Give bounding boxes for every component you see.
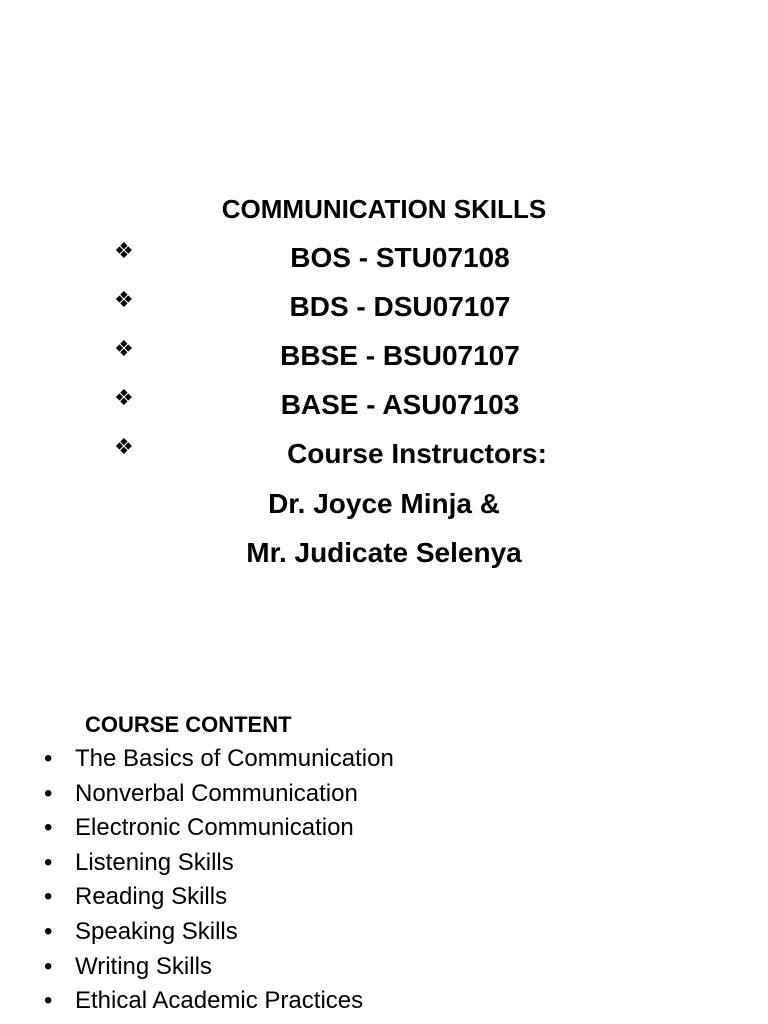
bullet-dot-icon: • (44, 745, 53, 772)
course-instructors-label: Course Instructors: (287, 438, 547, 469)
list-item-label: Ethical Academic Practices (75, 987, 364, 1015)
list-item (0, 742, 394, 777)
course-code-text: BOS - STU07108 (290, 242, 510, 273)
bullet-dot-icon: • (44, 987, 53, 1015)
list-item-label: The Basics of Communication (75, 745, 394, 772)
course-code-row (0, 238, 768, 278)
bullet-dot-icon: • (44, 779, 53, 807)
list-item (0, 915, 394, 950)
bullet-dot-icon: • (44, 952, 53, 980)
course-code-row (0, 385, 768, 425)
list-item (0, 950, 394, 985)
course-content-list (0, 742, 394, 1019)
diamond-bullet-icon: ❖ (114, 336, 134, 361)
course-instructors-row (0, 434, 768, 474)
list-item (0, 880, 394, 915)
course-code-row (0, 336, 768, 376)
list-item-label: Nonverbal Communication (75, 779, 358, 807)
bullet-dot-icon: • (44, 848, 53, 876)
document-title: COMMUNICATION SKILLS (221, 194, 547, 224)
diamond-bullet-icon: ❖ (114, 385, 134, 410)
list-item (0, 984, 394, 1019)
bullet-dot-icon: • (44, 917, 53, 945)
list-item-label: Writing Skills (75, 952, 212, 980)
diamond-bullet-icon: ❖ (114, 287, 134, 312)
list-item-label: Speaking Skills (75, 917, 238, 945)
list-item (0, 846, 394, 881)
list-item (0, 811, 394, 846)
list-item-label: Listening Skills (75, 848, 234, 876)
course-code-text: BBSE - BSU07107 (280, 340, 520, 371)
list-item-label: Reading Skills (75, 883, 228, 911)
bullet-dot-icon: • (44, 883, 53, 911)
bullet-dot-icon: • (44, 814, 53, 842)
instructor-name: Dr. Joyce Minja & (268, 488, 500, 519)
diamond-bullet-icon: ❖ (114, 238, 134, 263)
list-item (0, 777, 394, 812)
course-code-text: BASE - ASU07103 (280, 389, 520, 420)
course-code-row (0, 287, 768, 327)
list-item-label: Electronic Communication (75, 814, 354, 842)
instructor-name: Mr. Judicate Selenya (246, 537, 522, 568)
course-content-heading: COURSE CONTENT (85, 712, 292, 737)
course-code-text: BDS - DSU07107 (289, 291, 511, 322)
diamond-bullet-icon: ❖ (114, 434, 134, 459)
